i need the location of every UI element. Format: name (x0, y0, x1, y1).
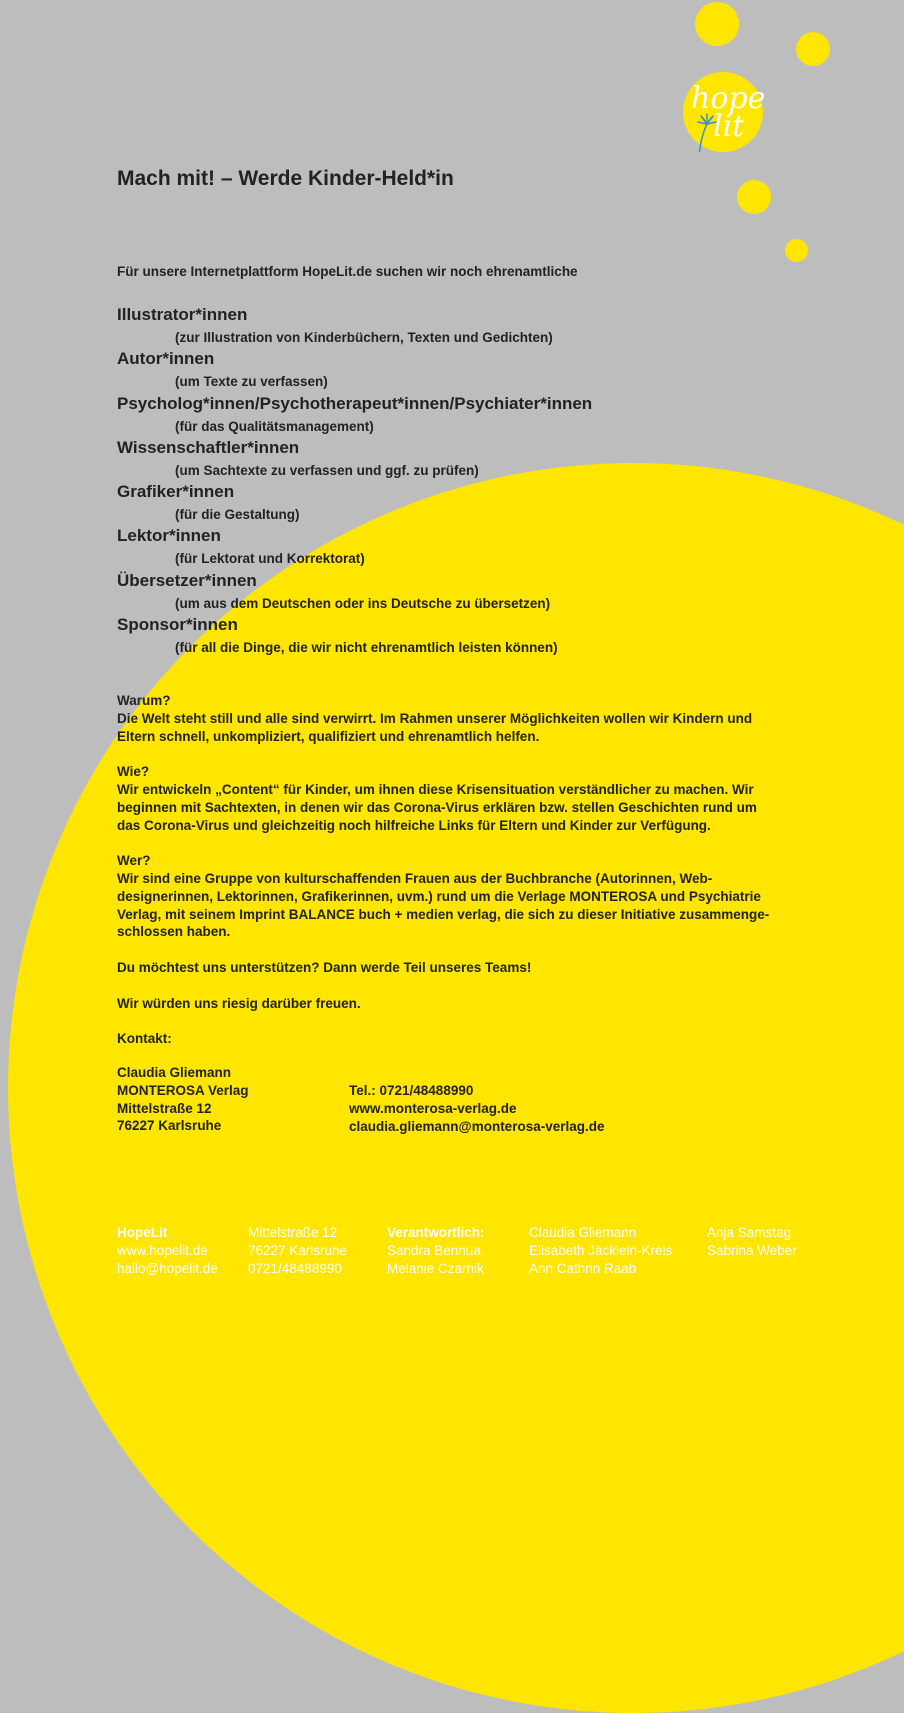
section-line: Wir entwickeln „Content“ für Kinder, um ihnen diese Krisensituation verständlicher zu machen. Wir (117, 781, 754, 797)
contact-city: 76227 Karlsruhe (117, 1118, 222, 1134)
contact-details (349, 1082, 605, 1135)
contact-email-link[interactable]: claudia.gliemann@monterosa-verlag.de (349, 1118, 605, 1134)
footer-person: Claudia Gliemann (529, 1225, 637, 1240)
role-description: (für das Qualitätsmanagement) (175, 418, 374, 434)
dandelion-icon (683, 72, 766, 152)
role-name: Grafiker*innen (117, 482, 235, 502)
footer-col-team-a (529, 1224, 672, 1278)
contact-phone: Tel.: 0721/48488990 (349, 1083, 474, 1098)
role-description: (um Sachtexte zu verfassen und ggf. zu prüfen) (175, 462, 479, 478)
role-name: Autor*innen (117, 349, 215, 369)
section-warum (117, 692, 787, 745)
footer-brand: HopeLit (117, 1225, 168, 1240)
contact-name: Claudia Gliemann (117, 1065, 232, 1080)
footer-person: Sandra Bennua (387, 1243, 481, 1258)
section-line: Wir sind eine Gruppe von kulturschaffenden Frauen aus der Buchbranche (Autorinnen, Web- (117, 870, 713, 886)
section-line: das Corona-Virus und gleichzeitig noch hilfreiche Links für Eltern und Kinder zur Verfügung. (117, 817, 711, 833)
section-line: beginnen mit Sachtexten, in denen wir das Corona-Virus erklären bzw. stellen Geschichten rund um (117, 799, 757, 815)
section-wer (117, 852, 787, 941)
logo-text-lit: lit (713, 109, 745, 144)
contact-company: MONTEROSA Verlag (117, 1082, 249, 1098)
body-text (117, 692, 787, 1066)
footer-email-link[interactable]: hallo@hopelit.de (117, 1261, 218, 1276)
decorative-dot (40, 1223, 62, 1245)
role-description: (für Lektorat und Korrektorat) (175, 551, 365, 567)
footer-col-hopelit (117, 1224, 218, 1278)
section-line: Eltern schnell, unkompliziert, qualifiziert und ehrenamtlich helfen. (117, 728, 540, 744)
thanks-text (117, 995, 787, 1013)
contact-address (117, 1064, 249, 1135)
support-line: Du möchtest uns unterstützen? Dann werde Teil unseres Teams! (117, 959, 532, 975)
decorative-dot (695, 2, 739, 46)
thanks-line: Wir würden uns riesig darüber freuen. (117, 995, 361, 1011)
section-line: designerinnen, Lektorinnen, Grafikerinnen, uvm.) rund um die Verlage MONTEROSA und Psychiatrie (117, 888, 761, 904)
section-wie (117, 763, 787, 834)
footer-col-address (248, 1224, 347, 1278)
contact-street: Mittelstraße 12 (117, 1100, 212, 1116)
section-line: Die Welt steht still und alle sind verwirrt. Im Rahmen unserer Möglichkeiten wollen wir Kindern und (117, 710, 753, 726)
role-description: (um aus dem Deutschen oder ins Deutsche zu übersetzen) (175, 595, 551, 611)
role-description: (für all die Dinge, die wir nicht ehrenamtlich leisten können) (175, 640, 558, 656)
role-name: Lektor*innen (117, 526, 221, 546)
contact-label: Kontakt: (117, 1031, 172, 1047)
role-description: (zur Illustration von Kinderbüchern, Texten und Gedichten) (175, 330, 553, 345)
role-name: Sponsor*innen (117, 615, 238, 635)
section-line: schlossen haben. (117, 924, 231, 940)
section-line: Verlag, mit seinem Imprint BALANCE buch + medien verlag, die sich zu dieser Initiative zusammenge- (117, 906, 770, 922)
footer-person: Elisabeth Jäcklein-Kreis (529, 1243, 673, 1258)
footer-city: 76227 Karlsruhe (248, 1243, 348, 1258)
support-text (117, 959, 787, 977)
role-name: Wissenschaftler*innen (117, 437, 300, 457)
role-name: Illustrator*innen (117, 305, 248, 324)
footer-person: Ann Cathrin Raab (529, 1261, 637, 1276)
footer-phone: 0721/48488990 (248, 1261, 342, 1276)
footer-person: Sabrina Weber (707, 1243, 797, 1258)
contact-heading (117, 1030, 787, 1048)
page-title: Mach mit! – Werde Kinder-Held*in (117, 167, 454, 190)
footer-street: Mittelstraße 12 (248, 1225, 338, 1240)
footer-website-link[interactable]: www.hopelit.de (117, 1243, 208, 1258)
role-name: Übersetzer*innen (117, 570, 257, 590)
section-heading: Wer? (117, 853, 151, 869)
footer-col-team-b (707, 1224, 797, 1260)
hopelit-logo (683, 72, 766, 152)
footer-person: Melanie Czarnik (387, 1261, 484, 1276)
section-heading: Warum? (117, 693, 171, 708)
footer-person: Anja Samstag (707, 1225, 792, 1240)
section-heading: Wie? (117, 764, 150, 780)
decorative-dot (796, 32, 830, 66)
role-description: (für die Gestaltung) (175, 507, 300, 523)
footer-responsible-label: Verantwortlich: (387, 1225, 485, 1240)
decorative-dot (737, 180, 771, 214)
role-name: Psycholog*innen/Psychotherapeut*innen/Psychiater*innen (117, 393, 593, 413)
decorative-dot (785, 239, 808, 262)
logo-text-hope: hope (691, 81, 766, 116)
footer-col-responsible (387, 1224, 485, 1278)
contact-website-link[interactable]: www.monterosa-verlag.de (349, 1100, 517, 1116)
intro-text: Für unsere Internetplattform HopeLit.de suchen wir noch ehrenamtliche (117, 264, 578, 279)
role-description: (um Texte zu verfassen) (175, 374, 328, 390)
